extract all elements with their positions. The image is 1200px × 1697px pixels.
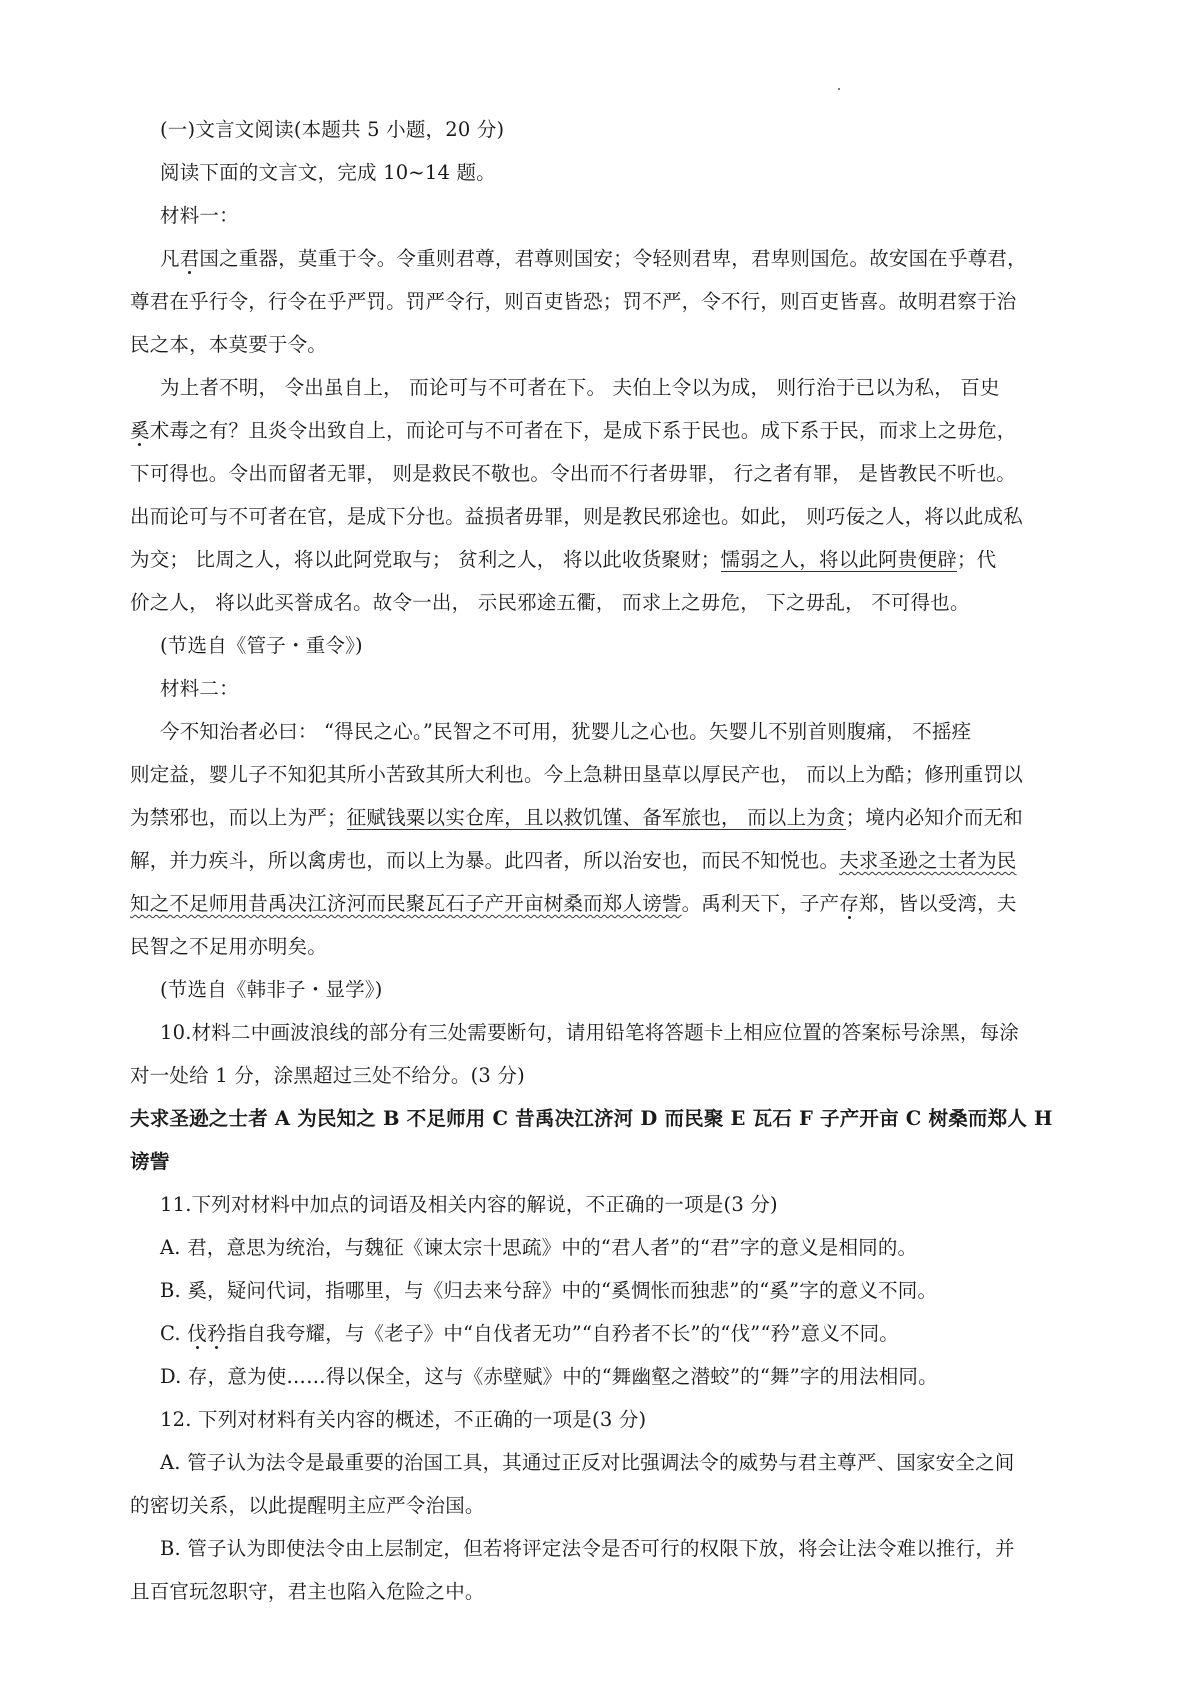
material2-line1: 今不知治者必曰： “得民之心。”民智之不可用，犹婴儿之心也。矢婴儿不别首则腹痛， 不摇痊	[160, 720, 972, 743]
wavy-underlined-text: 夫求圣逊之士者为民	[839, 849, 1017, 872]
emphasized-word: 君	[179, 247, 200, 270]
material1-source: (节选自《管子・重令》)	[160, 634, 363, 657]
text-run: 凡	[160, 247, 180, 270]
material2-line4	[130, 841, 1070, 881]
text-run: 郑，皆以受湾，夫	[858, 892, 1017, 915]
emphasized-word: 存	[839, 892, 859, 915]
q11-option-d: D. 存，意为使……得以保全，这与《赤壁赋》中的“舞幽壑之潜蛟”的“舞”字的用法相同。	[160, 1365, 938, 1388]
material1-p2-line5	[130, 540, 1070, 580]
text-run: 解，并力疾斗，所以禽虏也，而以上为暴。此四者，所以治安也，而民不知悦也。	[130, 849, 840, 872]
section-header: (一)文言文阅读(本题共 5 小题，20 分)	[160, 118, 505, 141]
material2-line6: 民智之不足用亦明矣。	[130, 935, 328, 958]
q11-option-c	[160, 1314, 1100, 1354]
material1-label: 材料一：	[160, 204, 239, 227]
q11-option-a: A. 君，意思为统治，与魏征《谏太宗十思疏》中的“君人者”的“君”字的意义是相同的。	[160, 1236, 918, 1259]
q11-option-b: B. 奚，疑问代词，指哪里，与《归去来兮辞》中的“奚惆怅而独悲”的“奚”字的意义不同。	[160, 1279, 938, 1302]
text-run: C.	[160, 1322, 188, 1345]
material2-label: 材料二：	[160, 677, 239, 700]
material1-p1-line3: 民之本，本莫要于令。	[130, 333, 328, 356]
emphasized-word: 伐	[187, 1322, 207, 1345]
q12-option-a-line1: A. 管子认为法令是最重要的治国工具，其通过正反对比强调法令的威势与君主尊严、国家安全之间	[160, 1451, 1015, 1474]
material1-p2-line2	[130, 411, 1070, 451]
wavy-underlined-text: 知之不足师用昔禹决江济河而民聚瓦石子产开亩树桑而郑人谤訾	[130, 892, 682, 915]
material2-source: (节选自《韩非子・显学》)	[160, 978, 383, 1001]
q12-stem: 12. 下列对材料有关内容的概述，不正确的一项是(3 分)	[160, 1408, 647, 1431]
q12-option-a-line2: 的密切关系，以此提醒明主应严令治国。	[130, 1494, 485, 1517]
q10-stem-line1: 10.材料二中画波浪线的部分有三处需要断句，请用铅笔将答题卡上相应位置的答案标号涂黑，每涂	[160, 1021, 1020, 1044]
text-run: 指自我夸耀，与《老子》中“自伐者无功”“自矜者不长”的“伐”“矜”意义不同。	[226, 1322, 899, 1345]
emphasized-word: 矜	[206, 1322, 227, 1345]
material1-p1-line1	[160, 239, 1100, 279]
material1-p2-line6: 价之人， 将以此买誉成名。故令一出， 示民邪途五衢， 而求上之毋危， 下之毋乱， 不可得也。	[130, 591, 970, 614]
text-run: 为交； 比周之人，将以此阿党取与； 贫利之人， 将以此收货聚财；	[130, 548, 721, 571]
material2-line2: 则定益，婴儿子不知犯其所小苦致其所大利也。今上急耕田垦草以厚民产也， 而以上为酷；修刑重罚以	[130, 763, 1023, 786]
material1-p2-line1: 为上者不明， 令出虽自上， 而论可与不可者在下。 夫伯上令以为成， 则行治于已以为私， 百史	[160, 376, 1000, 399]
material2-line5	[130, 884, 1070, 924]
text-run: ；代	[956, 548, 997, 571]
q10-stem-line2: 对一处给 1 分，涂黑超过三处不给分。(3 分)	[130, 1064, 525, 1087]
q10-passage-line2: 谤訾	[130, 1150, 170, 1173]
text-run: ；境内必知介而无和	[845, 806, 1023, 829]
material1-p2-line4: 出而论可与不可者在官，是成下分也。益损者毋罪，则是教民邪途也。如此， 则巧佞之人，将以此成私	[130, 505, 1023, 528]
q12-option-b-line1: B. 管子认为即使法令由上层制定，但若将评定法令是否可行的权限下放，将会让法令难以推行，并	[160, 1537, 1015, 1560]
material1-p1-line2: 尊君在乎行令，行令在乎严罚。罚严令行，则百吏皆恐；罚不严，令不行，则百吏皆喜。故明君察于治	[130, 290, 1017, 313]
q11-stem: 11.下列对材料中加点的词语及相关内容的解说，不正确的一项是(3 分)	[160, 1193, 778, 1216]
underlined-sentence: 懦弱之人，将以此阿贵便辟	[720, 548, 957, 571]
material2-line3	[130, 798, 1070, 838]
text-run: 术毒之有？且炎令出致自上，而论可与不可者在下，是成下系于民也。成下系于民，而求上之毋危，	[149, 419, 1017, 442]
material1-p2-line3: 下可得也。令出而留者无罪， 则是救民不敬也。令出而不行者毋罪， 行之者有罪， 是皆教民不听也。	[130, 462, 1016, 485]
instruction: 阅读下面的文言文，完成 10~14 题。	[160, 161, 496, 184]
underlined-sentence: 征赋钱粟以实仓库，且以救饥馑、备军旅也， 而以上为贪	[346, 806, 846, 829]
q10-passage-line1: 夫求圣逊之士者 A 为民知之 B 不足师用 C 昔禹决江济河 D 而民聚 E 瓦石 F 子产开亩 C 树桑而郑人 H	[130, 1107, 1053, 1130]
q12-option-b-line2: 且百官玩忽职守，君主也陷入危险之中。	[130, 1580, 485, 1603]
emphasized-word: 奚	[130, 419, 150, 442]
text-run: 。禹利天下，子产	[681, 892, 840, 915]
text-run: 为禁邪也，而以上为严；	[130, 806, 347, 829]
scan-dot	[838, 88, 840, 90]
text-run: 国之重器，莫重于令。令重则君尊，君尊则国安；令轻则君卑，君卑则国危。故安国在乎尊君，	[199, 247, 1027, 270]
